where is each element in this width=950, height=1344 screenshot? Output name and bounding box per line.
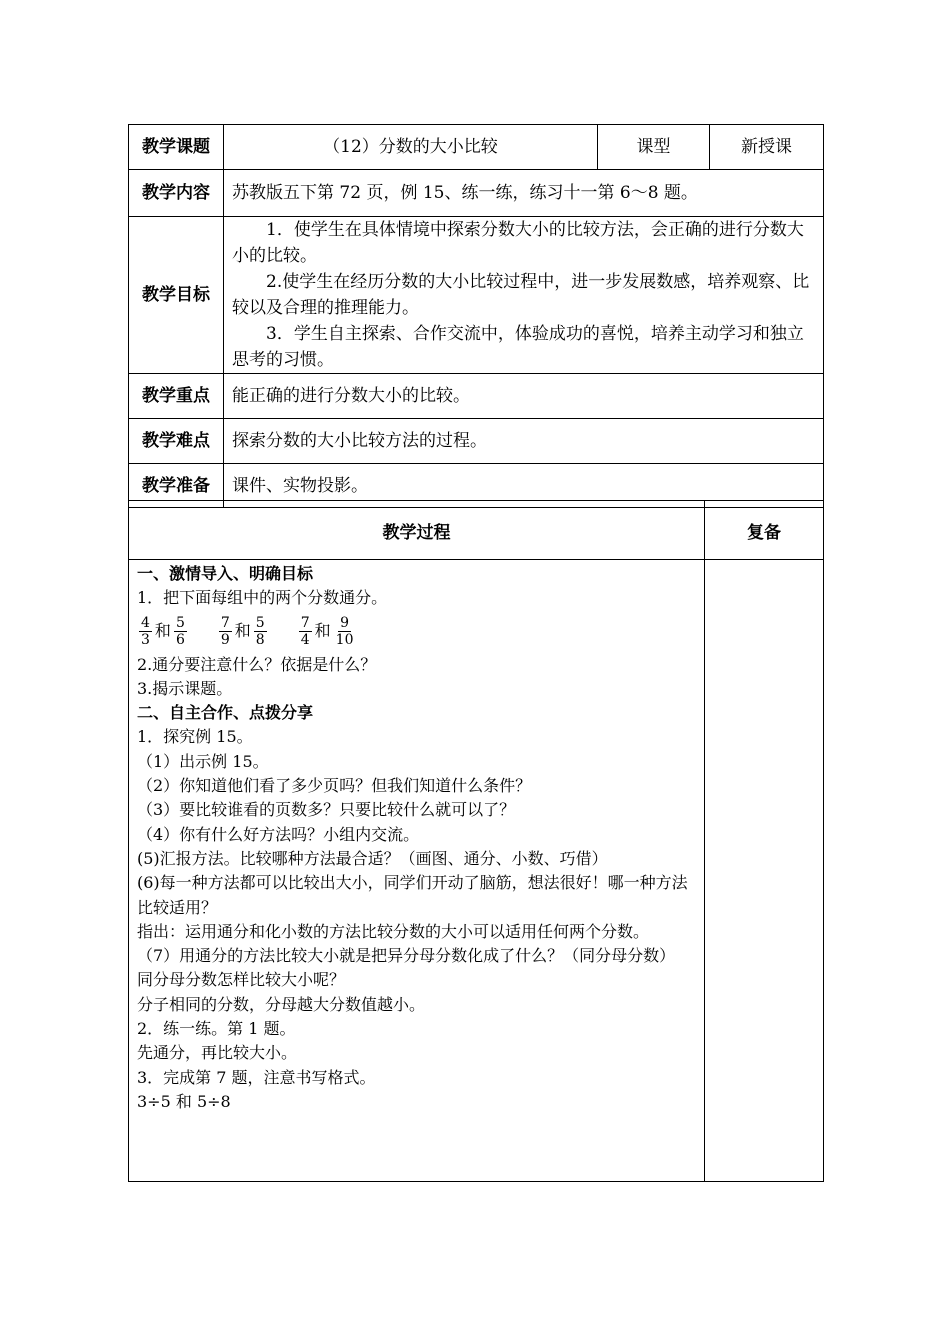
goal-item: 1．使学生在具体情境中探索分数大小的比较方法，会正确的进行分数大小的比较。 xyxy=(232,220,804,266)
process-line: （2）你知道他们看了多少页吗？但我们知道什么条件？ xyxy=(137,776,532,796)
goals-label: 教学目标 xyxy=(129,217,224,374)
key-point-label: 教学重点 xyxy=(129,374,224,419)
fraction xyxy=(334,615,356,648)
process-line: (6)每一种方法都可以比较出大小，同学们开动了脑筋，想法很好！哪一种方法比较适用？ xyxy=(137,873,688,917)
denominator: 9 xyxy=(220,632,230,649)
process-line: （3）要比较谁看的页数多？只要比较什么就可以了？ xyxy=(137,800,516,820)
denominator: 3 xyxy=(141,632,150,649)
content-label: 教学内容 xyxy=(129,170,224,217)
process-line: 同分母分数怎样比较大小呢？ xyxy=(137,970,346,990)
notes-header: 复备 xyxy=(705,501,824,560)
process-line: 3÷5 和 5÷8 xyxy=(137,1091,231,1111)
process-line: 2.通分要注意什么？依据是什么？ xyxy=(137,654,377,674)
fraction xyxy=(174,615,187,648)
topic-value: （12）分数的大小比较 xyxy=(224,125,598,170)
topic-label: 教学课题 xyxy=(129,125,224,170)
fraction-pair xyxy=(217,615,269,648)
fraction xyxy=(254,615,267,648)
fraction xyxy=(299,615,312,648)
difficulty-row xyxy=(129,419,824,464)
difficulty-value: 探索分数的大小比较方法的过程。 xyxy=(224,419,824,464)
process-header-row xyxy=(129,501,824,560)
denominator: 10 xyxy=(335,632,354,649)
difficulty-label: 教学难点 xyxy=(129,419,224,464)
and-word: 和 xyxy=(314,621,331,641)
fraction xyxy=(139,615,152,648)
process-header: 教学过程 xyxy=(129,501,705,560)
numerator: 9 xyxy=(340,615,350,632)
process-line: 3.揭示课题。 xyxy=(137,678,233,698)
process-line: 1．把下面每组中的两个分数通分。 xyxy=(137,588,388,608)
and-word: 和 xyxy=(234,621,251,641)
process-line: 先通分，再比较大小。 xyxy=(137,1043,298,1063)
type-value: 新授课 xyxy=(710,125,824,170)
process-table xyxy=(128,500,824,1182)
preparation-value: 课件、实物投影。 xyxy=(224,464,824,508)
goals-row xyxy=(129,217,824,374)
notes-column xyxy=(705,560,824,1182)
section-heading: 二、自主合作、点拨分享 xyxy=(137,703,314,723)
fraction-pair xyxy=(297,615,358,648)
process-line: （1）出示例 15。 xyxy=(137,751,269,771)
fraction xyxy=(219,615,232,648)
numerator: 4 xyxy=(141,615,150,632)
numerator: 7 xyxy=(220,615,230,632)
numerator: 5 xyxy=(175,615,185,632)
preparation-label: 教学准备 xyxy=(129,464,224,508)
fraction-pair xyxy=(137,615,189,648)
process-line: （7）用通分的方法比较大小就是把异分母分数化成了什么？（同分母分数） xyxy=(137,946,676,966)
section-heading: 一、激情导入、明确目标 xyxy=(137,564,314,583)
numerator: 5 xyxy=(255,615,265,632)
key-point-row xyxy=(129,374,824,419)
goal-item: 2.使学生在经历分数的大小比较过程中，进一步发展数感，培养观察、比较以及合理的推理能力。 xyxy=(232,272,810,318)
process-body-row xyxy=(129,560,824,1182)
content-value: 苏教版五下第 72 页，例 15、练一练，练习十一第 6～8 题。 xyxy=(224,170,824,217)
process-line: 3．完成第 7 题，注意书写格式。 xyxy=(137,1067,376,1087)
process-content xyxy=(129,560,705,1182)
numerator: 7 xyxy=(300,615,310,632)
process-line: 1．探究例 15。 xyxy=(137,727,253,747)
key-point-value: 能正确的进行分数大小的比较。 xyxy=(224,374,824,419)
denominator: 4 xyxy=(300,632,310,649)
fraction-exercises xyxy=(137,611,696,653)
lesson-info-table xyxy=(128,124,824,508)
process-line: (5)汇报方法。比较哪种方法最合适？（画图、通分、小数、巧借） xyxy=(137,848,608,868)
denominator: 6 xyxy=(175,632,185,649)
process-line: 分子相同的分数，分母越大分数值越小。 xyxy=(137,994,426,1014)
process-line: （4）你有什么好方法吗？小组内交流。 xyxy=(137,824,420,844)
goal-item: 3．学生自主探索、合作交流中，体验成功的喜悦，培养主动学习和独立思考的习惯。 xyxy=(232,324,804,370)
process-line: 指出：运用通分和化小数的方法比较分数的大小可以适用任何两个分数。 xyxy=(137,921,650,941)
process-line: 2．练一练。第 1 题。 xyxy=(137,1019,296,1039)
goals-value xyxy=(224,217,824,374)
type-label: 课型 xyxy=(598,125,710,170)
denominator: 8 xyxy=(255,632,265,649)
content-row xyxy=(129,170,824,217)
and-word: 和 xyxy=(154,621,171,641)
topic-row xyxy=(129,125,824,170)
